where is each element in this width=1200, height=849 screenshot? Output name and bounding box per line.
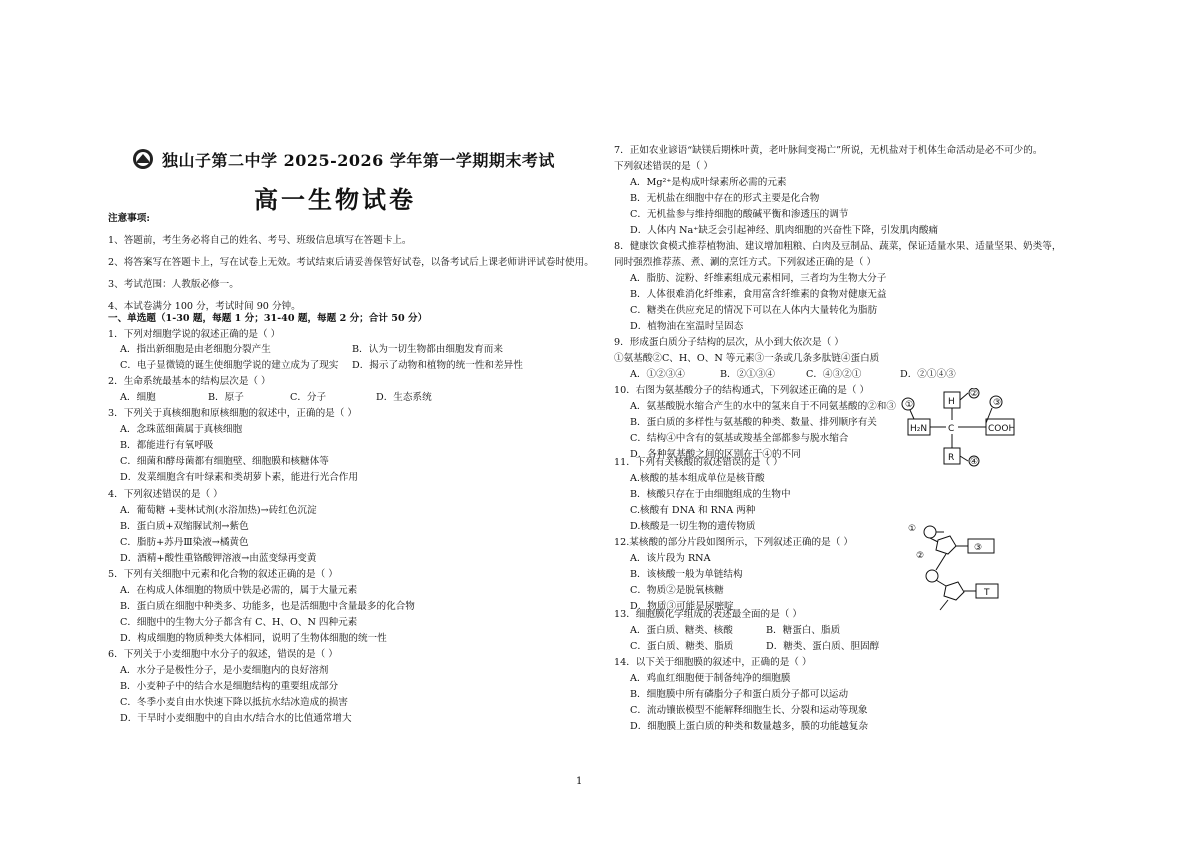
notes-heading: 注意事项:: [108, 213, 150, 224]
option: A.核酸的基本组成单位是核苷酸: [630, 473, 765, 484]
option: D．糖类、蛋白质、胆固醇: [766, 641, 880, 652]
option: D．各种氨基酸之间的区别在于④的不同: [630, 449, 801, 460]
question-stem: 9．形成蛋白质分子结构的层次，从小到大依次是（ ）: [614, 337, 844, 348]
question-stem: 12.某核酸的部分片段如图所示，下列叙述正确的是（ ）: [614, 537, 853, 548]
diagram-label: ②: [970, 389, 979, 399]
option: D．②①④③: [900, 369, 956, 380]
section-heading: 一、单选题（1-30 题，每题 1 分；31-40 题，每题 2 分；合计 50 分）: [108, 313, 428, 324]
option: C．电子显微镜的诞生使细胞学说的建立成为了现实: [120, 360, 339, 371]
option: A．在构成人体细胞的物质中铁是必需的，属于大量元素: [120, 585, 358, 596]
question-stem: 14．以下关于细胞膜的叙述中，正确的是（ ）: [614, 657, 812, 668]
option: A．细胞: [120, 392, 156, 403]
option: D．物质③可能是尿嘧啶: [630, 601, 734, 612]
option: B．认为一切生物都由细胞发育而来: [352, 344, 503, 355]
note-item: 4、本试卷满分 100 分，考试时间 90 分钟。: [108, 301, 301, 312]
option: D．细胞膜上蛋白质的种类和数量越多，膜的功能越复杂: [630, 721, 868, 732]
diagram-label: H₂N: [910, 424, 928, 434]
option: B．蛋白质在细胞中种类多、功能多，也是活细胞中含量最多的化合物: [120, 601, 415, 612]
school-emblem-icon: [132, 148, 154, 170]
diagram-label: H: [948, 397, 955, 407]
question-stem: 3．下列关于真核细胞和原核细胞的叙述中，正确的是（ ）: [108, 408, 357, 419]
diagram-label: ③: [974, 543, 983, 553]
diagram-label: ①: [905, 400, 914, 410]
diagram-label: ③: [993, 398, 1002, 408]
option: C．④③②①: [806, 369, 862, 380]
question-stem: 1．下列对细胞学说的叙述正确的是（ ）: [108, 329, 281, 340]
question-stem: 13．细胞膜化学组成的表述最全面的是（ ）: [614, 609, 802, 620]
question-stem: 8．健康饮食模式推荐植物油、建议增加粗粮、白肉及豆制品、蔬菜，保证适量水果、适量坚果、奶类等，: [614, 241, 1062, 252]
question-stem: 5．下列有关细胞中元素和化合物的叙述正确的是（ ）: [108, 569, 338, 580]
option: B．蛋白质+双缩脲试剂→紫色: [120, 521, 249, 532]
option: C．蛋白质、糖类、脂质: [630, 641, 734, 652]
option: C．物质②是脱氧核糖: [630, 585, 724, 596]
option: D．人体内 Na⁺缺乏会引起神经、肌肉细胞的兴奋性下降，引发肌肉酸痛: [630, 225, 939, 236]
option: A．指出新细胞是由老细胞分裂产生: [120, 344, 271, 355]
option: A．葡萄糖 +斐林试剂(水浴加热)→砖红色沉淀: [120, 505, 317, 516]
option: D．植物油在室温时呈固态: [630, 321, 744, 332]
option: D．酒精+酸性重铬酸钾溶液→由蓝变绿再变黄: [120, 553, 317, 564]
question-stem: 7．正如农业谚语“缺镁后期株叶黄，老叶脉间变褐亡”所说，无机盐对于机体生命活动是必不可少的。: [614, 145, 1043, 156]
question-stem: 2．生命系统最基本的结构层次是（ ）: [108, 376, 271, 387]
option: C．分子: [290, 392, 327, 403]
option: A．氨基酸脱水缩合产生的水中的氢来自于不同氨基酸的②和③: [630, 401, 896, 412]
diagram-label: R: [948, 453, 955, 463]
option: B．细胞膜中所有磷脂分子和蛋白质分子都可以运动: [630, 689, 849, 700]
option: C．流动镶嵌模型不能解释细胞生长、分裂和运动等现象: [630, 705, 868, 716]
diagram-label: ②: [916, 551, 925, 561]
option: A．鸡血红细胞便于制备纯净的细胞膜: [630, 673, 791, 684]
option: A．该片段为 RNA: [630, 553, 711, 564]
diagram-label: ①: [908, 524, 917, 534]
page-number: 1: [576, 776, 583, 787]
option: C．糖类在供应充足的情况下可以在人体内大量转化为脂肪: [630, 305, 878, 316]
option: D．干旱时小麦细胞中的自由水/结合水的比值通常增大: [120, 713, 352, 724]
note-item: 3、考试范围：人教版必修一。: [108, 279, 239, 290]
question-stem-continued: ①氨基酸②C、H、O、N 等元素③一条或几条多肽链④蛋白质: [614, 353, 880, 364]
question-stem: 10．右图为氨基酸分子的结构通式，下列叙述正确的是（ ）: [614, 385, 870, 396]
option: D．构成细胞的物质种类大体相同，说明了生物体细胞的统一性: [120, 633, 387, 644]
amino-acid-structure-diagram: [900, 388, 1020, 470]
option: B．都能进行有氧呼吸: [120, 440, 214, 451]
option: B．该核酸一般为单链结构: [630, 569, 743, 580]
option: C．冬季小麦自由水快速下降以抵抗水结冰造成的损害: [120, 697, 348, 708]
option: B．糖蛋白、脂质: [766, 625, 841, 636]
option: A．念珠蓝细菌属于真核细胞: [120, 424, 243, 435]
diagram-label: C: [948, 424, 955, 434]
diagram-label: ④: [970, 457, 979, 467]
option: A．水分子是极性分子，是小麦细胞内的良好溶剂: [120, 665, 329, 676]
option: B．无机盐在细胞中存在的形式主要是化合物: [630, 193, 820, 204]
option: B．蛋白质的多样性与氨基酸的种类、数量、排列顺序有关: [630, 417, 877, 428]
option: B．②①③④: [720, 369, 776, 380]
option: A．蛋白质、糖类、核酸: [630, 625, 733, 636]
option: D．生态系统: [376, 392, 432, 403]
option: C．结构④中含有的氨基或羧基全部都参与脱水缩合: [630, 433, 849, 444]
option: B．小麦种子中的结合水是细胞结构的重要组成部分: [120, 681, 339, 692]
option: B．原子: [208, 392, 244, 403]
nucleic-acid-fragment-diagram: [906, 518, 1026, 614]
option: A．Mg²⁺是构成叶绿素所必需的元素: [630, 177, 787, 188]
diagram-label: COOH: [988, 424, 1016, 434]
option: A．①②③④: [630, 369, 685, 380]
paper-title: 高一生物试卷: [254, 185, 416, 214]
option: C．细菌和酵母菌都有细胞壁、细胞膜和核糖体等: [120, 456, 329, 467]
option: C．脂肪+苏丹Ⅲ染液→橘黄色: [120, 537, 249, 548]
diagram-label: T: [984, 588, 990, 598]
option: B．人体很难消化纤维素，食用富含纤维素的食物对健康无益: [630, 289, 887, 300]
option: B．核酸只存在于由细胞组成的生物中: [630, 489, 791, 500]
option: D．发菜细胞含有叶绿素和类胡萝卜素，能进行光合作用: [120, 472, 358, 483]
question-stem-continued: 同时强烈推荐蒸、煮、涮的烹饪方式。下列叙述正确的是（ ）: [614, 257, 877, 268]
option: C．无机盐参与维持细胞的酸碱平衡和渗透压的调节: [630, 209, 849, 220]
question-stem: 11．下列有关核酸的叙述错误的是（ ）: [614, 457, 783, 468]
question-stem-continued: 下列叙述错误的是（ ）: [614, 161, 713, 172]
option: D．揭示了动物和植物的统一性和差异性: [352, 360, 523, 371]
option: C．细胞中的生物大分子都含有 C、H、O、N 四种元素: [120, 617, 358, 628]
question-stem: 4．下列叙述错误的是（ ）: [108, 489, 223, 500]
option: A．脂肪、淀粉、纤维素组成元素相同，三者均为生物大分子: [630, 273, 887, 284]
option: C.核酸有 DNA 和 RNA 两种: [630, 505, 756, 516]
option: D.核酸是一切生物的遗传物质: [630, 521, 756, 532]
question-stem: 6．下列关于小麦细胞中水分子的叙述，错误的是（ ）: [108, 649, 338, 660]
school-title: 独山子第二中学 2025-2026 学年第一学期期末考试: [162, 151, 555, 170]
note-item: 1、答题前，考生务必将自己的姓名、考号、班级信息填写在答题卡上。: [108, 235, 412, 246]
note-item: 2、将答案写在答题卡上，写在试卷上无效。考试结束后请妥善保管好试卷，以备考试后上课老师讲评试卷时使用。: [108, 257, 594, 268]
